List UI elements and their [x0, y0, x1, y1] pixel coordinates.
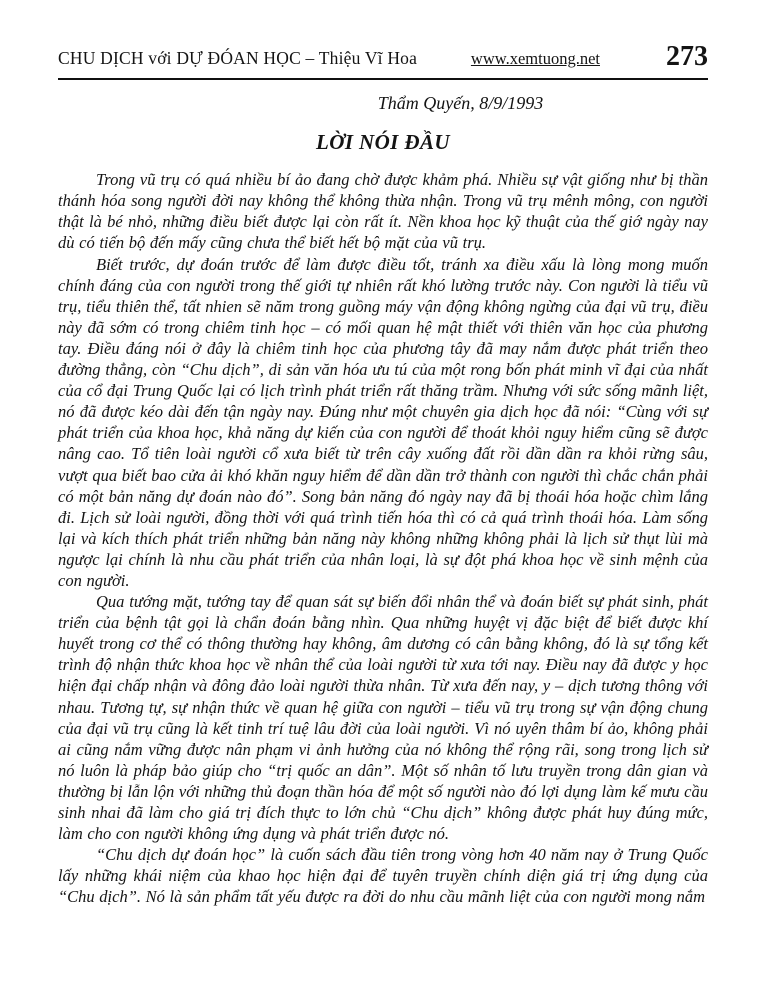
section-title: LỜI NÓI ĐẦU — [316, 130, 450, 155]
paragraph-1: Trong vũ trụ có quá nhiều bí ảo đang chờ được khảm phá. Nhiều sự vật giống như bị thần thánh hóa song người đời nay không thể không thừa nhận. Trong vũ trụ mênh mông, con người thật là bé nhỏ, những điều biết được lại còn rất ít. Nền khoa học kỹ thuật của thế giớ ngày nay dù có tiến bộ đến mấy cũng chưa thể biết hết bộ mặt của vũ trụ. — [58, 170, 708, 253]
header-divider — [58, 78, 708, 80]
page-header — [58, 41, 708, 72]
body-text — [58, 169, 708, 907]
book-title: CHU DỊCH với DỰ ĐÓAN HỌC – Thiệu Vĩ Hoa — [58, 48, 418, 69]
paragraph-2: Biết trước, dự đoán trước để làm được điều tốt, tránh xa điều xấu là lòng mong muốn chính đáng của con người trong thế giới tự nhiên rất khó lường trước này. Con người là tiểu vũ trụ, tiểu thiên thể, tất nhien sẽ năm trong guồng máy vận động không ngừng của đại vũ trụ, điều này đã sớm có trong chiêm tinh học – có mối quan hệ mật thiết với thiên văn học của phương tay. Điều đáng nói ở đây là chiêm tinh học của phương tây đã may nắm được phát triển theo đường thẳng, còn “Chu dịch”, di sản văn hóa ưu tú của một rong bốn phát minh vĩ đại của nhất của cổ đại Trung Quốc lại có lịch trình phát triển rất thăng trầm. Nhưng với sức sống mãnh liệt, nó đã được kéo dài đến tận ngày nay. Đúng như một chuyên gia dịch học đã nói: “Cùng với sự phát triển của khoa học, khả năng dự kiến của con người để thoát khỏi nguy hiểm cũng sẽ được nâng cao. Tổ tiên loài người cổ xưa biết từ trên cây xuống đất rồi dần dần ra khỏi rừng sâu, vượt qua biết bao cửa ải khó khăn nguy hiểm để dần dần trở thành con người thì chắc chắn phải có một bản năng dự đoán nào đó”. Song bản năng đó ngày nay đã bị thoái hóa hoặc chìm lắng đi. Lịch sử loài người, đồng thời với quá trình tiến hóa thì có cả quá trình thoái hóa. Làm sống lại và kích thích phát triển những bản năng này không những không phải là lịch sử thụt lùi mà ngược lại chính là nhu cầu phát triển của nhân loại, là sự đột phá khoa học về sinh mệnh của con người. — [58, 254, 708, 590]
page-number: 273 — [666, 41, 708, 72]
paragraph-4: “Chu dịch dự đoán học” là cuốn sách đầu tiên trong vòng hơn 40 năm nay ở Trung Quốc lấy những khái niệm của khao học hiện đại để tuyên truyền chính diện giá trị ứng dụng của “Chu dịch”. Nó là sản phẩm tất yếu được ra đời do nhu cầu mãnh liệt của con người mong nắm — [58, 845, 708, 907]
paragraph-3: Qua tướng mặt, tướng tay để quan sát sự biến đổi nhân thể và đoán biết sự phát sinh, phát triển của bệnh tật gọi là chẩn đoán bằng nhìn. Qua những huyệt vị đặc biệt để biết được khí huyết trong cơ thể có thông thường hay không, âm dương có cân bằng không, đó là sự tổng kết trình độ nhận thức khoa học về nhân thể của loài người từ xưa tới nay. Điều nay đã được y học hiện đại chấp nhận và đông đảo loài người thừa nhân. Từ xưa đến nay, y – dịch tương thông với nhau. Tương tự, sự nhận thức về quan hệ giữa con người – tiểu vũ trụ trong sự vận động chung của đại vũ trụ cũng là kết tinh trí tuệ lâu đời của loài người. Vì nó uyên thâm bí ảo, không phải ai cũng nắm vững được nân phạm vi ảnh hưởng của nó không thể rộng rãi, song trong lịch sử nó luôn là pháp bảo giúp cho “trị quốc an dân”. Một số nhân tố lưu truyền trong dân gian và thường bị lẫn lộn với những thủ đoạn thần hóa để một số người nào đó lợi dụng làm kế mưu cầu sinh nhai đã làm cho giá trị đích thực to lớn chủ “Chu dịch” không được phát huy đúng mức, làm cho con người không ứng dụng và phát triển được nó. — [58, 592, 708, 844]
dateline: Thẩm Quyến, 8/9/1993 — [377, 93, 544, 114]
website-link[interactable]: www.xemtuong.net — [470, 49, 600, 69]
